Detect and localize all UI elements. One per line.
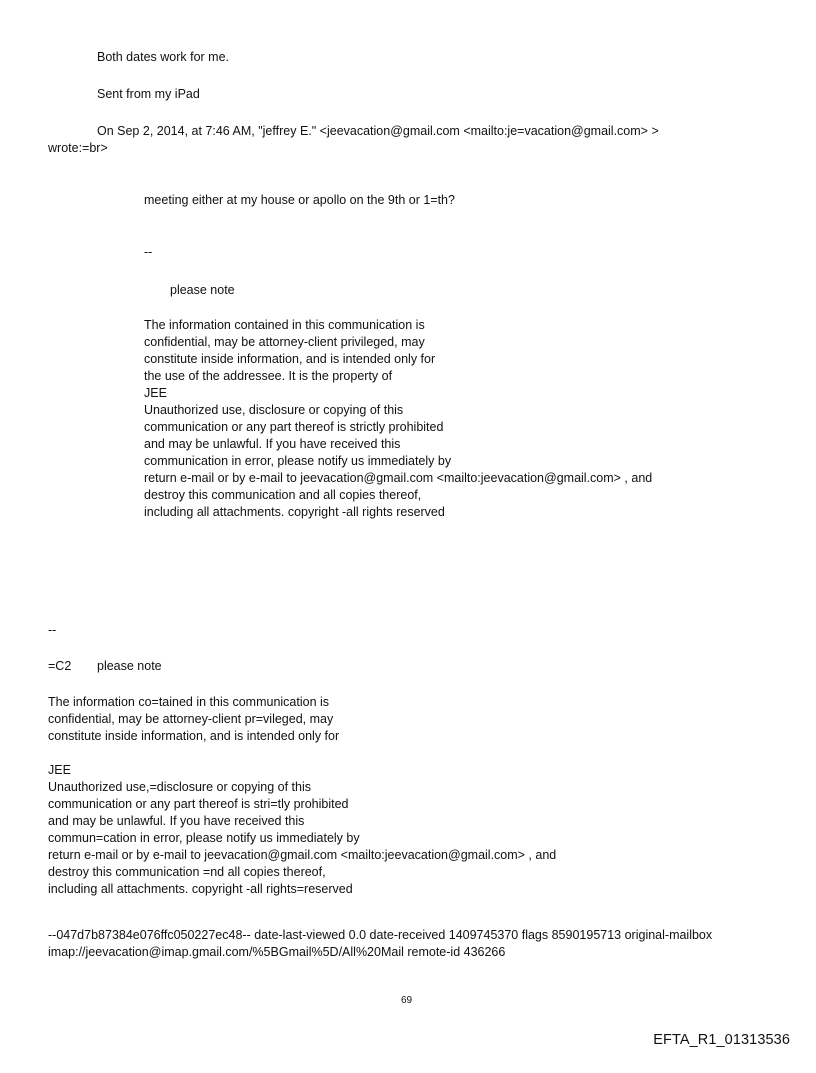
footer-c2-marker: =C2	[48, 659, 72, 673]
disclaimer-line: Unauthorized use,=disclosure or copying of this	[48, 780, 311, 794]
disclaimer-line: communication in error, please notify us immediately by	[144, 454, 452, 468]
quote-header-continuation: wrote:=br>	[48, 141, 108, 155]
disclaimer-line: the use of the addressee. It is the property of	[144, 369, 393, 383]
disclaimer-line: destroy this communication =nd all copies thereof,	[48, 865, 326, 879]
quoted-please-note: please note	[170, 283, 235, 297]
blank-line	[48, 745, 556, 762]
disclaimer-line: The information co=tained in this communication is	[48, 695, 330, 709]
disclaimer-line: constitute inside information, and is intended only for	[48, 729, 340, 743]
disclaimer-line: commun=cation in error, please notify us immediately by	[48, 831, 360, 845]
disclaimer-line: Unauthorized use, disclosure or copying of this	[144, 403, 404, 417]
disclaimer-line: confidential, may be attorney-client pr=vileged, may	[48, 712, 334, 726]
disclaimer-line: communication or any part thereof is stri=tly prohibited	[48, 797, 349, 811]
disclaimer-line: confidential, may be attorney-client privileged, may	[144, 335, 425, 349]
quote-header: On Sep 2, 2014, at 7:46 AM, "jeffrey E." <jeevacation@gmail.com <mailto:je=vacation@gmail.com> >	[97, 124, 659, 138]
disclaimer-line: return e-mail or by e-mail to jeevacation@gmail.com <mailto:jeevacation@gmail.com> , and	[48, 848, 557, 862]
page-number: 69	[401, 995, 413, 1006]
disclaimer-line: constitute inside information, and is intended only for	[144, 352, 436, 366]
disclaimer-line: destroy this communication and all copies thereof,	[144, 488, 422, 502]
sent-from-signature: Sent from my iPad	[97, 87, 200, 101]
disclaimer-line: JEE	[144, 386, 167, 400]
metadata-mailbox-line: imap://jeevacation@imap.gmail.com/%5BGmail%5D/All%20Mail remote-id 436266	[48, 945, 506, 959]
disclaimer-line: JEE	[48, 763, 71, 777]
footer-disclaimer	[48, 694, 556, 898]
disclaimer-line: including all attachments. copyright -all rights=reserved	[48, 882, 353, 896]
disclaimer-line: and may be unlawful. If you have received this	[144, 437, 401, 451]
bates-id: EFTA_R1_01313536	[653, 1032, 790, 1048]
footer-separator: --	[48, 623, 57, 637]
disclaimer-line: return e-mail or by e-mail to jeevacation@gmail.com <mailto:jeevacation@gmail.com> , and	[144, 471, 653, 485]
disclaimer-line: and may be unlawful. If you have received this	[48, 814, 305, 828]
disclaimer-line: communication or any part thereof is strictly prohibited	[144, 420, 444, 434]
quoted-separator: --	[144, 245, 153, 259]
reply-text: Both dates work for me.	[97, 50, 230, 64]
quoted-message: meeting either at my house or apollo on the 9th or 1=th?	[144, 193, 455, 207]
disclaimer-line: The information contained in this communication is	[144, 318, 425, 332]
disclaimer-line: including all attachments. copyright -all rights reserved	[144, 505, 445, 519]
metadata-line: --047d7b87384e076ffc050227ec48-- date-last-viewed 0.0 date-received 1409745370 flags 8590195713 original-mailbox	[48, 928, 713, 942]
footer-please-note: please note	[97, 659, 162, 673]
quoted-disclaimer	[144, 317, 652, 521]
